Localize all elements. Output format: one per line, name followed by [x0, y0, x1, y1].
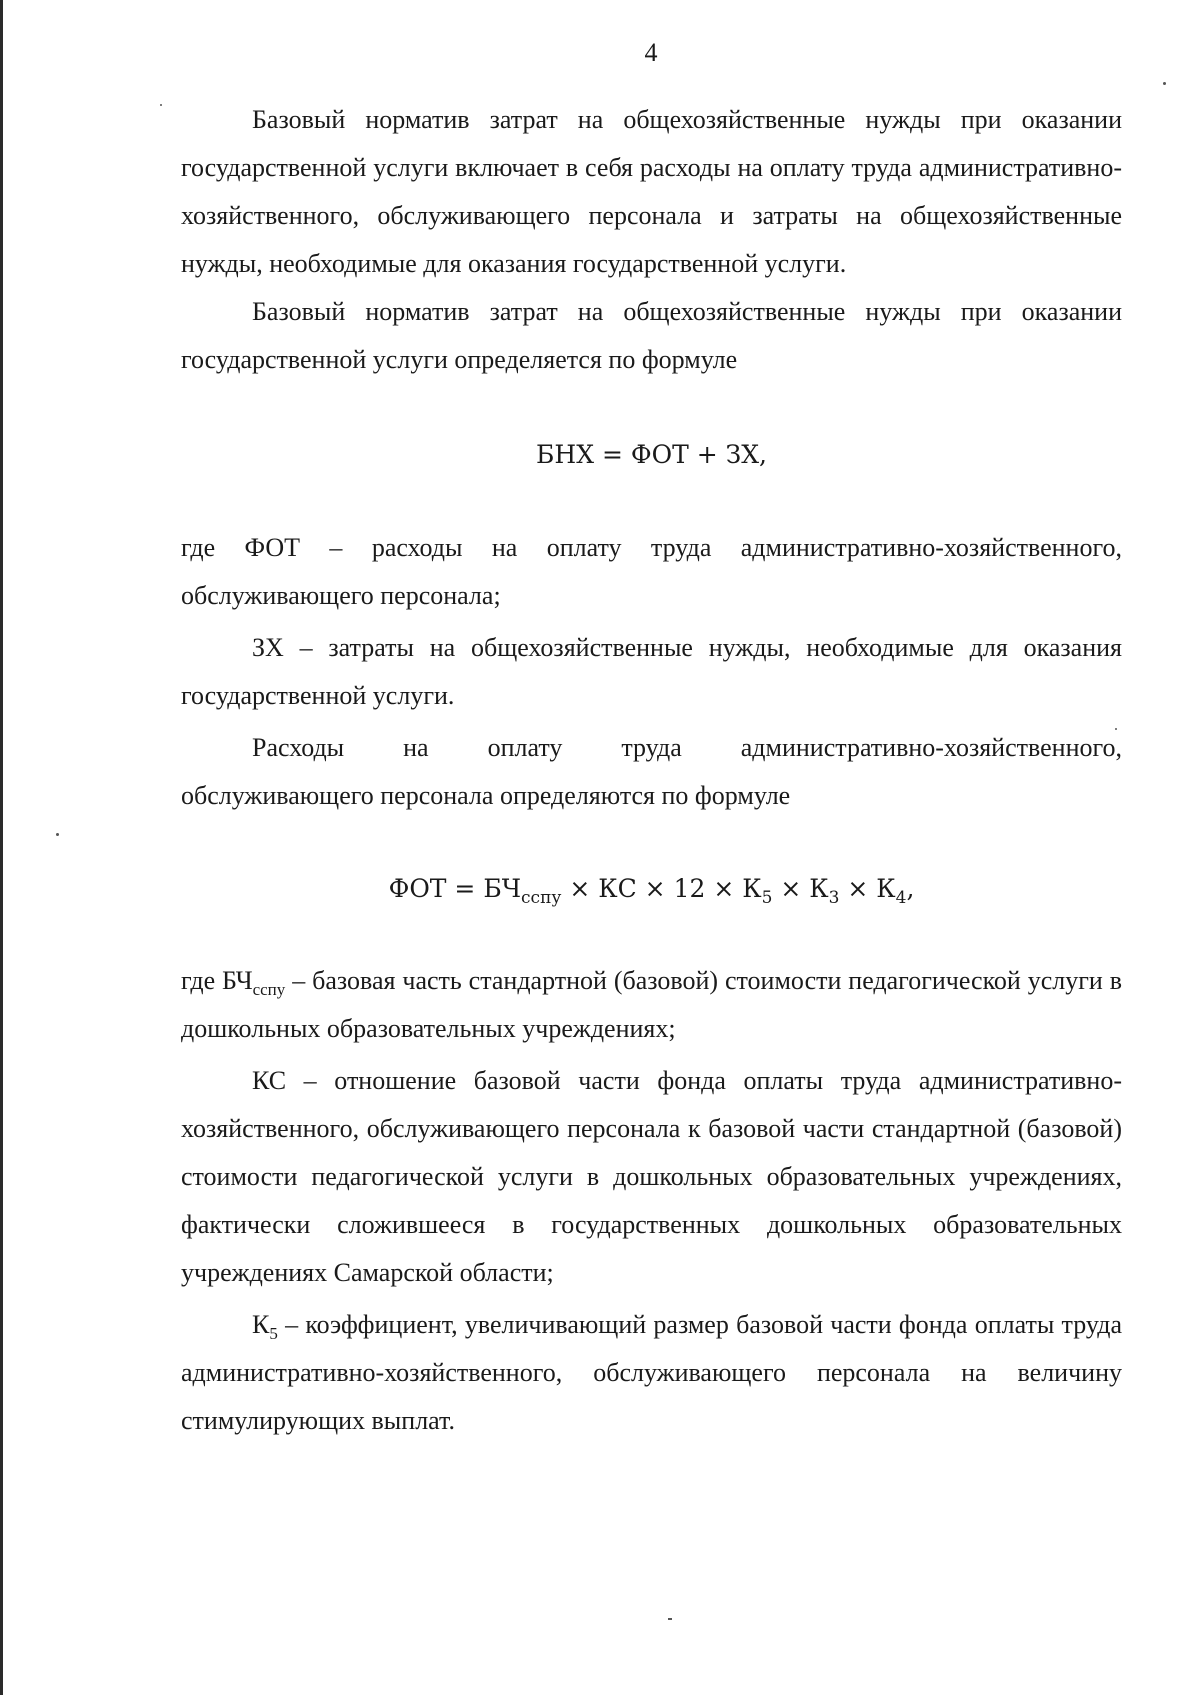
definition-fot: где ФОТ – расходы на оплату труда административно-хозяйственного, обслуживающего персонала;: [181, 533, 1122, 610]
scan-edge: [0, 0, 3, 1695]
definition-bch: [181, 957, 1122, 1053]
document-body: [181, 96, 1122, 1445]
formula-fot-mid1: × КС × 12 × К: [561, 874, 762, 903]
definition-bch-sub: сспу: [252, 980, 286, 999]
formula-fot-mid2: × К: [772, 874, 829, 903]
formula-sub-sspu: сспу: [521, 888, 562, 908]
formula-fot: [181, 865, 1122, 913]
formula-sub-3: 3: [828, 888, 840, 908]
definition-ks: КС – отношение базовой части фонда оплаты труда административно-хозяйственного, обслуживающего персонала к базовой части стандартной (базовой) стоимости педагогической услуги в дошкольных образовательных учреждениях, фактически сложившееся в государственных дошкольных образовательных учреждениях Самарской области;: [181, 1066, 1122, 1287]
paragraph-fot-line2: обслуживающего персонала определяются по формуле: [181, 781, 791, 810]
definition-k5-text: – коэффициент, увеличивающий размер базовой части фонда оплаты труда административно-хозяйственного, обслуживающего персонала на величину стимулирующих выплат.: [181, 1310, 1122, 1435]
definition-k5-prefix: К: [252, 1310, 270, 1339]
definition-bch-prefix: где БЧ: [181, 966, 253, 995]
scan-speck: [1163, 82, 1166, 85]
scan-speck: [56, 833, 59, 836]
paragraph-fot-line1: Расходы на оплату труда административно-хозяйственного,: [252, 733, 1122, 762]
formula-sub-4: 4: [895, 888, 907, 908]
scan-speck: [160, 104, 162, 106]
definition-k5-sub: 5: [269, 1324, 278, 1343]
formula-fot-mid3: × К: [839, 874, 896, 903]
paragraph-formula-intro: Базовый норматив затрат на общехозяйственные нужды при оказании государственной услуги определяется по формуле: [181, 297, 1122, 374]
scan-speck: [668, 1618, 672, 1620]
formula-fot-end: ,: [906, 874, 915, 903]
page-number: 4: [644, 38, 658, 67]
scan-speck: [1115, 728, 1117, 730]
formula-bnh: БНХ = ФОТ + ЗХ,: [536, 440, 767, 469]
paragraph-intro: Базовый норматив затрат на общехозяйственные нужды при оказании государственной услуги включает в себя расходы на оплату труда административно-хозяйственного, обслуживающего персонала и затраты на общехозяйственные нужды, необходимые для оказания государственной услуги.: [181, 105, 1122, 278]
definition-bch-text: – базовая часть стандартной (базовой) стоимости педагогической услуги в дошкольных образовательных учреждениях;: [181, 966, 1123, 1043]
formula-fot-lhs: ФОТ = БЧ: [388, 874, 522, 903]
definition-k5: [181, 1301, 1122, 1445]
definition-zx: ЗХ – затраты на общехозяйственные нужды, необходимые для оказания государственной услуги.: [181, 633, 1122, 710]
formula-sub-5: 5: [761, 888, 773, 908]
